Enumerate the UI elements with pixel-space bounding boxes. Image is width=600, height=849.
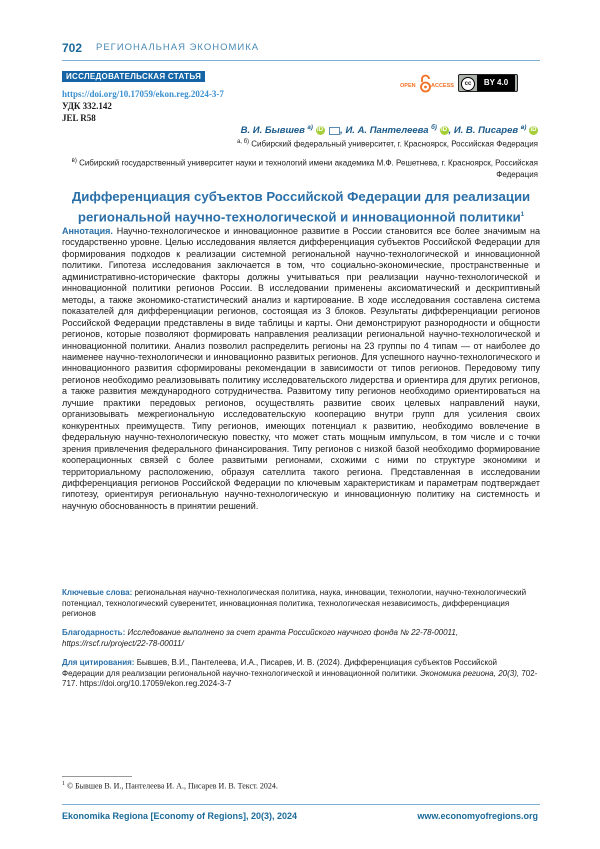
footnote-mark: 1 [62,781,65,787]
open-access-access-text: ACCESS [431,83,454,89]
acknowledgment-label: Благодарность: [62,628,126,637]
citation [62,658,540,690]
keywords-label: Ключевые слова: [62,588,133,597]
acknowledgment-text: Исследование выполнено за счет гранта Российского научного фонда № 22-78-00011, https://rscf.ru/project/22-78-00011/ [62,628,459,648]
footer-journal: Ekonomika Regiona [Economy of Regions], 20(3), 2024 [62,811,298,821]
cc-by-license-badge[interactable] [458,74,518,92]
open-lock-icon [420,74,431,94]
author-affiliation-mark: б) [431,125,437,131]
citation-text: Бывшев, В.И., Пантелеева, И.А., Писарев, И. В. (2024). Дифференциация субъектов Российской Федерации для реализации региональной научно-технологической и инновационной политики. [62,658,498,678]
article-title-text: Дифференциация субъектов Российской Федерации для реализации региональной научно-технологической и инновационной политики [71,189,531,225]
orcid-icon[interactable]: iD [317,127,324,134]
creative-commons-icon: cc [461,77,475,91]
abstract [62,226,540,512]
page-number: 702 [62,41,83,55]
affiliation-mark: в) [71,158,77,164]
affiliation-text: Сибирский государственный университет науки и технологий имени академика М.Ф. Решетнева, г. Красноярск, Российская Федерация [79,158,538,179]
keywords [62,588,540,620]
cc-by-label: BY 4.0 [477,75,515,91]
authors-line: В. И. Бывшев $^{а)}$ iD , И. А. Пантелеева $^{б)}$ iD , И. В. Писарев $^{в)}$ iD [240,125,537,137]
citation-pages: 702-717. https://doi.org/10.17059/ekon.reg.2024-3-7 [62,668,538,688]
email-icon[interactable] [329,127,340,135]
affiliation-mark: а, б) [236,139,250,145]
citation-journal: Экономика региона, 20(3), [420,668,520,678]
author-name[interactable]: И. В. Писарев [453,125,519,137]
affiliation [68,156,538,180]
abstract-text: Научно-технологическое и инновационное развитие в России становится все более значимым на государственно уровне. Целью исследования является дифференциация субъектов Российской Федерации для формирования подходов к реализации системной региональной научно-технологической и инновационной политики. Гипотеза исследования заключается в том, что социально-экономические, пространственные и административно-исторические факторы должны учитываться при реализации научно-технологической и инновационной политики регионов России. В исследовании применены аксиоматический и дескриптивный методы, а также экономико-статистический анализ и картирование. В ходе исследования составлена система показателей для дифференциации регионов, состоящая из 3 блоков. Результаты дифференциации регионов Российской Федерации представлены в виде таблицы и карты. Они демонстрируют разнородности и общности регионов, которые позволяют формировать направления реализации региональной научно-технологической и инновационной политики. Анализ позволил распределить регионы на 23 группы по 4 типам — от наиболее до наименее научно-технологически и инновационно развитых регионов. Для успешного научно-технологического и инновационного развития сформированы рекомендации в зависимости от типов регионов. Передовому типу регионов необходимо реализовывать политику исследовательского лидерства и ориентира для других регионов, а также развития международного сотрудничества. Развитому типу регионов необходимо ориентироваться на лучшие практики передовых регионов, осуществлять развитие своих целевых направлений науки, организовывать межрегиональную исследовательскую кооперацию внутри групп для усиления своих конкурентных преимуществ. Типу регионов, имеющих потенциал к развитию, необходимо вовлечение в федеральную научно-технологическую повестку, что может стать мощным импульсом, в том числе и с точки зрения привлечения федерального финансирования. Типу регионов с низкой базой необходимо формирование кооперационных связей с более развитыми регионами, схожими с ними по структуре экономики и территориальному расположению, образуя сателлита такого региона. Представленная в исследовании дифференциация регионов Российской Федерации по ключевым характеристикам и параметрам подтверждает гипотезу, ориентируя региональную научно-технологическую и инновационную политику на системность и научную обоснованность в принятии решений. [62,226,540,511]
footer-website-link[interactable]: www.economyofregions.org [417,811,538,821]
abstract-label: Аннотация. [62,226,113,236]
author-name[interactable]: И. А. Пантелеева [345,125,429,137]
jel-code: JEL R58 [62,113,96,123]
article-title [62,188,540,226]
orcid-icon[interactable]: iD [530,127,537,134]
author-name[interactable]: В. И. Бывшев [240,125,305,137]
footer-divider [62,804,540,805]
affiliation-text: Сибирский федеральный университет, г. Красноярск, Российская Федерация [251,139,538,149]
citation-label: Для цитирования: [62,658,135,667]
open-access-open-text: OPEN [400,83,416,89]
acknowledgment [62,628,540,649]
journal-running-title: РЕГИОНАЛЬНАЯ ЭКОНОМИКА [96,42,260,53]
open-access-logo [400,74,460,96]
footnote-text: © Бывшев В. И., Пантелеева И. А., Писарев И. В. Текст. 2024. [67,781,278,791]
footnote [62,781,278,791]
footnote-divider [62,776,132,777]
doi-link[interactable]: https://doi.org/10.17059/ekon.reg.2024-3-7 [62,89,224,99]
orcid-icon[interactable]: iD [441,127,448,134]
header-divider [62,60,540,61]
keywords-text: региональная научно-технологическая политика, наука, инновации, технологии, научно-технологический потенциал, технологический суверенитет, инновационная политика, технологическая независимость, дифференциация регионов [62,588,527,618]
article-type-badge: ИССЛЕДОВАТЕЛЬСКАЯ СТАТЬЯ [62,71,205,82]
author-affiliation-mark: в) [520,125,527,131]
title-footnote-mark[interactable]: 1 [520,212,525,218]
affiliation [118,139,538,149]
author-affiliation-mark: а) [307,125,313,131]
udk-code: УДК 332.142 [62,101,112,111]
